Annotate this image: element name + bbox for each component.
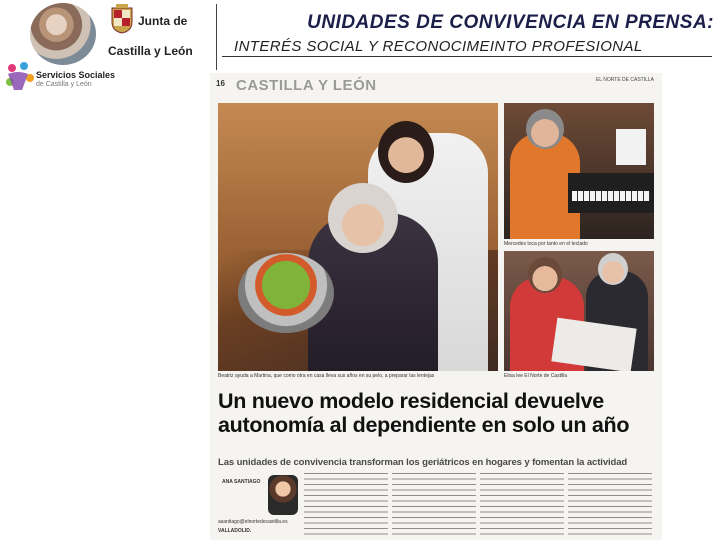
header-divider — [216, 4, 217, 70]
main-photo — [218, 103, 498, 371]
junta-logo-line2: Castilla y León — [108, 44, 193, 58]
author-email: asantiago@elnortedecastilla.es — [218, 519, 288, 525]
page-title: UNIDADES DE CONVIVENCIA EN PRENSA: — [307, 12, 714, 33]
junta-logo-line1: Junta de — [138, 14, 188, 28]
main-photo-caption: Beatriz ayuda a Martina, que como otra en casa lleva sus años en su pelo, a preparar las lentejas — [218, 373, 435, 379]
body-text-column — [568, 473, 652, 539]
coat-of-arms-icon — [110, 4, 134, 34]
reading-photo — [504, 251, 654, 371]
newspaper-clipping — [210, 73, 662, 540]
author-box — [218, 473, 298, 519]
ss-logo-title: Servicios Sociales — [36, 70, 116, 80]
junta-logo — [108, 4, 218, 60]
body-text-column — [392, 473, 476, 539]
piano-photo — [504, 103, 654, 239]
section-title: CASTILLA Y LEÓN — [236, 77, 377, 94]
body-text-column — [304, 473, 388, 539]
reading-photo-caption: Elisa lee El Norte de Castilla — [504, 373, 568, 379]
piano-photo-caption: Mercedes toca por tanto en el teclado — [504, 241, 588, 247]
page-subtitle: INTERÉS SOCIAL Y RECONOCIMEINTO PROFESIONAL — [234, 38, 643, 55]
body-text-column — [480, 473, 564, 539]
people-logo-icon — [2, 60, 36, 94]
page-number: 16 — [216, 79, 225, 88]
servicios-sociales-logo — [2, 58, 142, 98]
header-photo-logo — [30, 3, 96, 65]
author-name: ANA SANTIAGO — [222, 479, 261, 485]
masthead: EL NORTE DE CASTILLA — [595, 77, 654, 83]
dateline-place: VALLADOLID. — [218, 528, 252, 534]
article-headline: Un nuevo modelo residencial devuelve autonomía al dependiente en solo un año — [218, 389, 630, 437]
header-rule — [222, 56, 712, 57]
author-photo — [268, 475, 298, 515]
ss-logo-subtitle: de Castilla y León — [36, 81, 92, 88]
article-subheadline: Las unidades de convivencia transforman los geriátricos en hogares y fomentan la actividad — [218, 457, 628, 468]
